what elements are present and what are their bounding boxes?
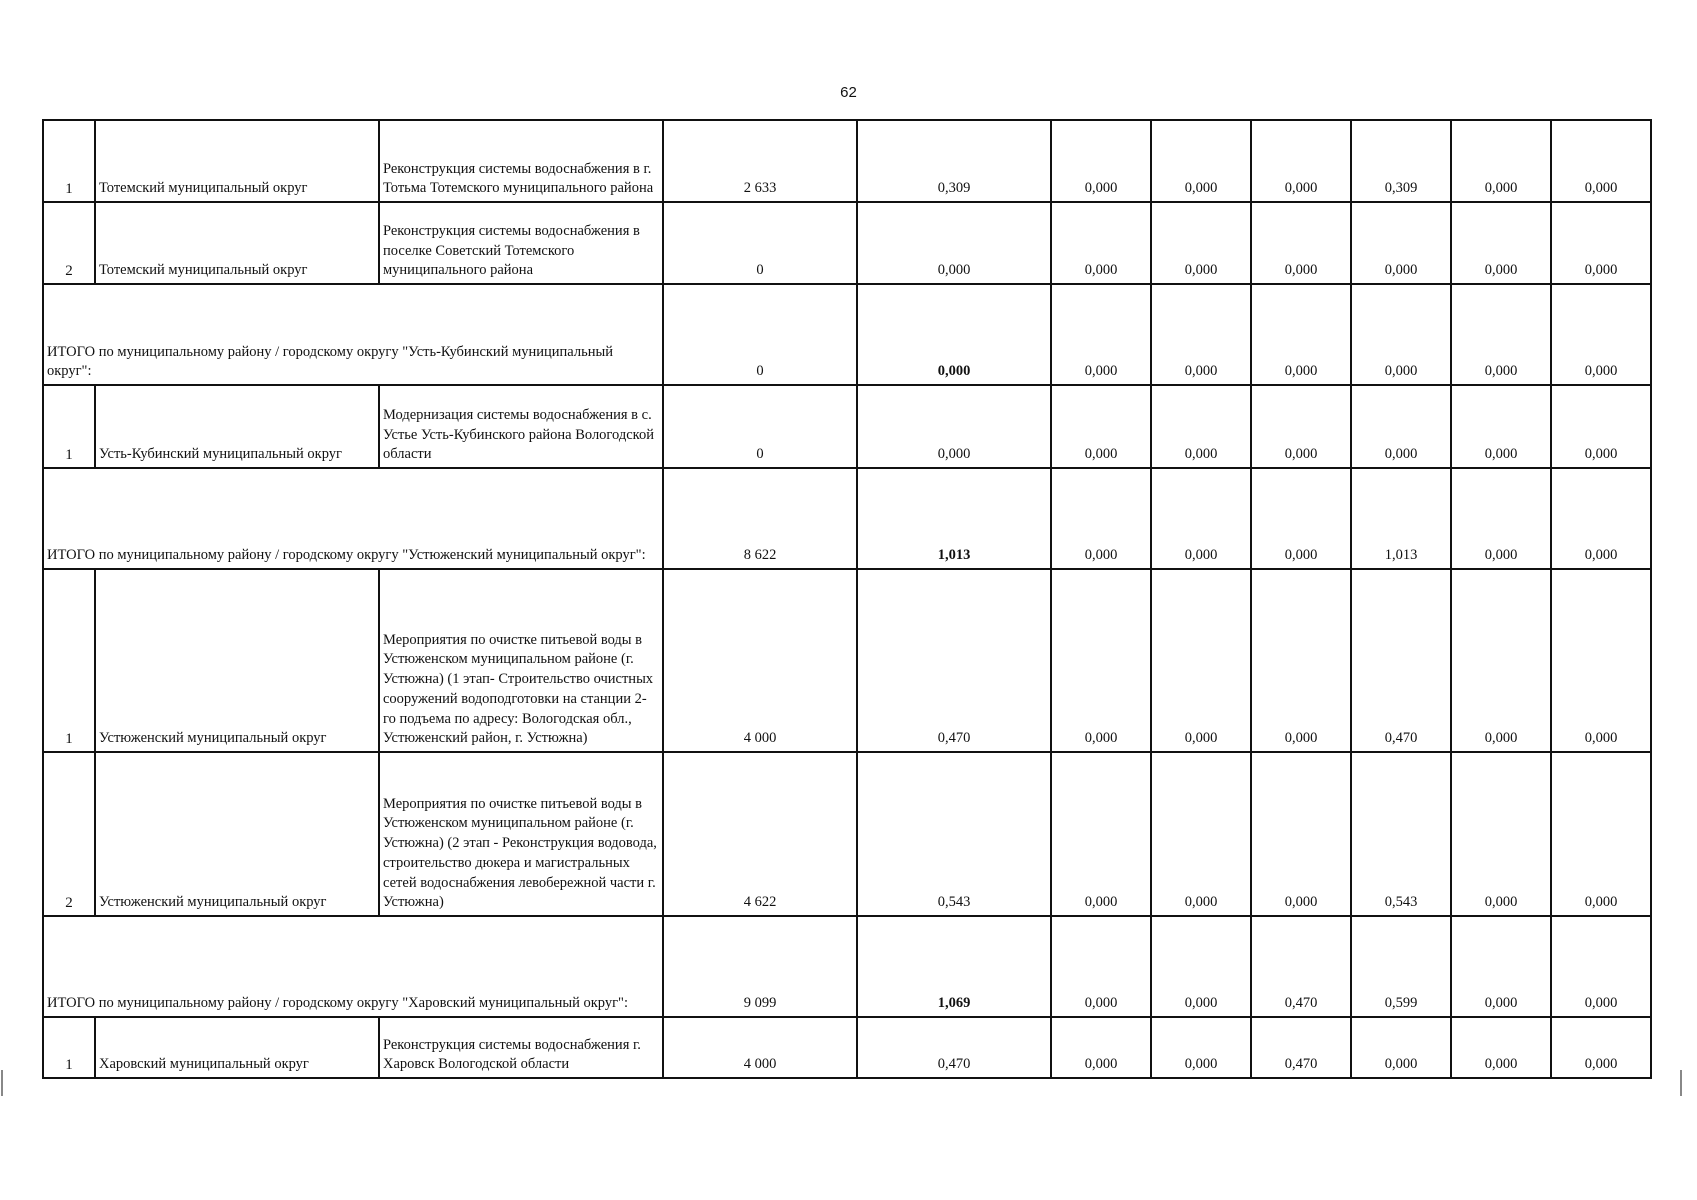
project-cell: Реконструкция системы водоснабжения г. Харовск Вологодской области [379, 1017, 663, 1078]
value-cell: 0,000 [1051, 1017, 1151, 1078]
value-cell: 0,000 [1451, 569, 1551, 752]
value-cell: 0,000 [1151, 752, 1251, 916]
value-cell: 9 099 [663, 916, 857, 1017]
row-number-cell: 1 [43, 569, 95, 752]
value-cell: 4 000 [663, 569, 857, 752]
table-row [43, 120, 1651, 202]
value-cell: 1,013 [1351, 468, 1451, 569]
value-cell: 0,470 [857, 569, 1051, 752]
table-row [43, 569, 1651, 752]
row-number-cell: 1 [43, 1017, 95, 1078]
total-row [43, 284, 1651, 385]
value-cell: 4 000 [663, 1017, 857, 1078]
value-cell: 0,000 [1051, 202, 1151, 284]
value-cell: 0,000 [1551, 916, 1651, 1017]
municipality-cell: Устюженский муниципальный округ [95, 569, 379, 752]
value-cell: 8 622 [663, 468, 857, 569]
value-cell: 0 [663, 202, 857, 284]
total-label-cell: ИТОГО по муниципальному району / городскому округу "Харовский муниципальный округ": [43, 916, 663, 1017]
value-cell: 0,000 [1551, 1017, 1651, 1078]
value-cell: 0,000 [1551, 284, 1651, 385]
municipality-cell: Усть-Кубинский муниципальный округ [95, 385, 379, 468]
value-cell: 0,000 [1551, 752, 1651, 916]
value-cell: 1,069 [857, 916, 1051, 1017]
page-number: 62 [840, 84, 857, 101]
value-cell: 0,000 [1051, 468, 1151, 569]
municipality-cell: Тотемский муниципальный округ [95, 202, 379, 284]
municipality-cell: Устюженский муниципальный округ [95, 752, 379, 916]
value-cell: 0,000 [857, 284, 1051, 385]
table-row [43, 202, 1651, 284]
table-row [43, 385, 1651, 468]
value-cell: 0,000 [857, 202, 1051, 284]
value-cell: 0,000 [1151, 202, 1251, 284]
municipality-cell: Харовский муниципальный округ [95, 1017, 379, 1078]
value-cell: 0,000 [1351, 202, 1451, 284]
value-cell: 2 633 [663, 120, 857, 202]
project-cell: Модернизация системы водоснабжения в с. Устье Усть-Кубинского района Вологодской области [379, 385, 663, 468]
value-cell: 0 [663, 385, 857, 468]
value-cell: 0,470 [857, 1017, 1051, 1078]
value-cell: 0,309 [857, 120, 1051, 202]
total-row [43, 916, 1651, 1017]
row-number-cell: 1 [43, 120, 95, 202]
value-cell: 0,000 [1251, 752, 1351, 916]
value-cell: 0,000 [1551, 202, 1651, 284]
value-cell: 0,000 [1051, 752, 1151, 916]
value-cell: 4 622 [663, 752, 857, 916]
value-cell: 0,000 [1451, 752, 1551, 916]
value-cell: 0,000 [1351, 385, 1451, 468]
value-cell: 0,000 [1551, 569, 1651, 752]
value-cell: 0,309 [1351, 120, 1451, 202]
project-cell: Мероприятия по очистке питьевой воды в Устюженском муниципальном районе (г. Устюжна) (1 этап- Строительство очистных сооружений водоподготовки на станции 2-го подъема по адресу: Вологодская обл., Устюженский район, г. Устюжна) [379, 569, 663, 752]
value-cell: 0,000 [1451, 120, 1551, 202]
value-cell: 0,470 [1351, 569, 1451, 752]
project-cell: Реконструкция системы водоснабжения в г. Тотьма Тотемского муниципального района [379, 120, 663, 202]
value-cell: 0,000 [1451, 385, 1551, 468]
value-cell: 0,000 [1251, 468, 1351, 569]
value-cell: 0,000 [1551, 468, 1651, 569]
row-number-cell: 2 [43, 752, 95, 916]
total-label-cell: ИТОГО по муниципальному району / городскому округу "Усть-Кубинский муниципальный округ": [43, 284, 663, 385]
funding-table [42, 119, 1652, 1079]
value-cell: 0,000 [1251, 385, 1351, 468]
value-cell: 0,000 [857, 385, 1051, 468]
value-cell: 0,000 [1351, 1017, 1451, 1078]
value-cell: 1,013 [857, 468, 1051, 569]
table-row [43, 752, 1651, 916]
value-cell: 0,470 [1251, 916, 1351, 1017]
value-cell: 0,000 [1451, 202, 1551, 284]
table-row [43, 1017, 1651, 1078]
value-cell: 0,000 [1151, 468, 1251, 569]
municipality-cell: Тотемский муниципальный округ [95, 120, 379, 202]
value-cell: 0,000 [1251, 120, 1351, 202]
value-cell: 0,000 [1051, 120, 1151, 202]
value-cell: 0,543 [857, 752, 1051, 916]
value-cell: 0,000 [1151, 385, 1251, 468]
value-cell: 0,543 [1351, 752, 1451, 916]
project-cell: Мероприятия по очистке питьевой воды в Устюженском муниципальном районе (г. Устюжна) (2 этап - Реконструкция водовода, строительство дюкера и магистральных сетей водоснабжения левобережной части г. Устюжна) [379, 752, 663, 916]
value-cell: 0,000 [1451, 284, 1551, 385]
value-cell: 0,000 [1151, 916, 1251, 1017]
scan-edge-mark [1, 1070, 3, 1096]
row-number-cell: 1 [43, 385, 95, 468]
value-cell: 0,000 [1151, 120, 1251, 202]
value-cell: 0,000 [1251, 284, 1351, 385]
value-cell: 0,000 [1251, 202, 1351, 284]
total-label-cell: ИТОГО по муниципальному району / городскому округу "Устюженский муниципальный округ": [43, 468, 663, 569]
value-cell: 0,000 [1151, 1017, 1251, 1078]
value-cell: 0,000 [1051, 385, 1151, 468]
value-cell: 0 [663, 284, 857, 385]
value-cell: 0,000 [1451, 1017, 1551, 1078]
project-cell: Реконструкция системы водоснабжения в поселке Советский Тотемского муниципального района [379, 202, 663, 284]
value-cell: 0,000 [1551, 120, 1651, 202]
value-cell: 0,000 [1151, 284, 1251, 385]
value-cell: 0,000 [1451, 916, 1551, 1017]
value-cell: 0,000 [1551, 385, 1651, 468]
scan-edge-mark [1680, 1070, 1682, 1096]
value-cell: 0,000 [1451, 468, 1551, 569]
value-cell: 0,470 [1251, 1017, 1351, 1078]
value-cell: 0,000 [1051, 569, 1151, 752]
value-cell: 0,599 [1351, 916, 1451, 1017]
total-row [43, 468, 1651, 569]
value-cell: 0,000 [1051, 916, 1151, 1017]
value-cell: 0,000 [1251, 569, 1351, 752]
row-number-cell: 2 [43, 202, 95, 284]
value-cell: 0,000 [1151, 569, 1251, 752]
value-cell: 0,000 [1051, 284, 1151, 385]
value-cell: 0,000 [1351, 284, 1451, 385]
